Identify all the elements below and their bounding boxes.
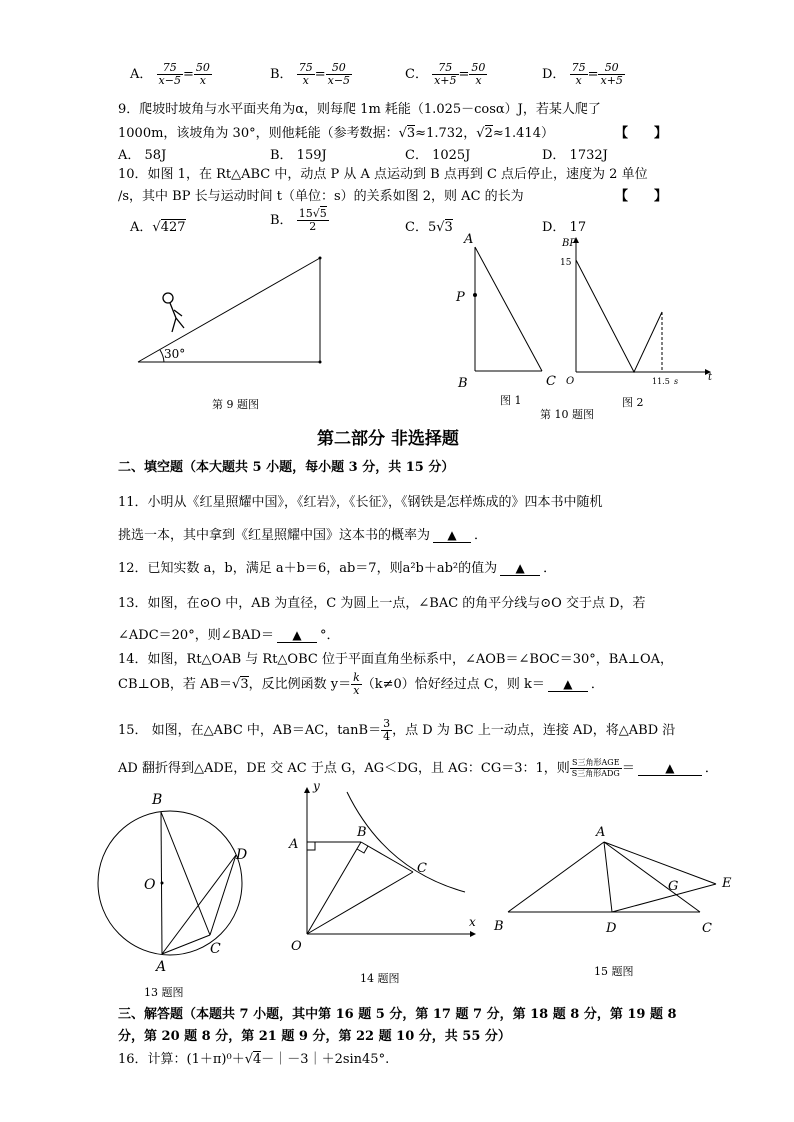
q9-answer-bracket: 【 】 bbox=[615, 126, 668, 141]
q16-line: 16．计算：(1＋π)⁰＋√4－｜－3｜＋2sin45°. bbox=[118, 1052, 390, 1067]
climber-figure bbox=[163, 293, 184, 332]
q9-option-d: D． 1732J bbox=[542, 148, 608, 163]
section2-heading: 二、填空题（本大题共 5 小题，每小题 3 分，共 15 分） bbox=[118, 460, 455, 475]
q9-line1: 9．爬坡时坡角与水平面夹角为α，则每爬 1m 耗能（1.025－cosα）J，若某人爬了 bbox=[118, 102, 601, 117]
q13-line1: 13．如图，在⊙O 中，AB 为直径，C 为圆上一点，∠BAC 的角平分线与⊙O 交于点 D，若 bbox=[118, 596, 646, 611]
q8-option-c: C． $\frac{75}{x+5}$ = $\frac{50}{x}$ bbox=[405, 61, 486, 87]
figure-10-triangle bbox=[450, 225, 560, 395]
figure-14-caption: 14 题图 bbox=[360, 972, 400, 985]
y-tick-15: 15 bbox=[560, 258, 572, 268]
q10-option-d: D． 17 bbox=[542, 220, 587, 235]
q10-option-b: B． $\frac{15√5}{2}$ bbox=[270, 207, 327, 233]
figure-10-fig1-caption: 图 1 bbox=[500, 394, 522, 407]
point-a-label: A bbox=[464, 232, 474, 247]
figure-9-caption: 第 9 题图 bbox=[212, 398, 259, 411]
q10-option-a: A．√427 bbox=[130, 220, 186, 235]
q14-line1: 14．如图，Rt△OAB 与 Rt△OBC 位于平面直角坐标系中，∠AOB＝∠BOC＝30°，BA⊥OA， bbox=[118, 652, 673, 667]
point-d-label: D bbox=[606, 921, 617, 936]
q12-answer-blank: ▲ bbox=[500, 561, 540, 576]
q9-option-b: B． 159J bbox=[270, 148, 327, 163]
point-b-label: B bbox=[494, 919, 504, 934]
figure-15-caption: 15 题图 bbox=[594, 965, 634, 978]
q8-option-a: A． $\frac{75}{x-5}$ = $\frac{50}{x}$ bbox=[130, 61, 210, 87]
point-c-label: C bbox=[210, 941, 221, 957]
section3-line1: 三、解答题（本题共 7 小题，其中第 16 题 5 分，第 17 题 7 分，第 18 题 8 分，第 19 题 8 bbox=[118, 1007, 677, 1022]
figure-10-caption: 第 10 题图 bbox=[540, 408, 594, 421]
point-b-label: B bbox=[357, 825, 367, 840]
q10-line1: 10．如图 1，在 Rt△ABC 中，动点 P 从 A 点运动到 B 点再到 C 点后停止，速度为 2 单位 bbox=[118, 167, 648, 182]
point-p-label: P bbox=[456, 290, 465, 305]
q13-answer-blank: ▲ bbox=[277, 628, 317, 643]
point-a-label: A bbox=[289, 837, 299, 852]
q9-line2: 1000m，该坡角为 30°，则他耗能（参考数据：√3≈1.732，√2≈1.414） bbox=[118, 126, 554, 141]
q9-option-a: A． 58J bbox=[118, 148, 167, 163]
x-axis-label: t bbox=[708, 372, 713, 383]
q8-option-d: D． $\frac{75}{x}$ = $\frac{50}{x+5}$ bbox=[542, 61, 623, 87]
q11-line2: 挑选一本，其中拿到《红星照耀中国》这本书的概率为 ▲ ． bbox=[118, 528, 488, 543]
part2-title: 第二部分 非选择题 bbox=[317, 429, 459, 449]
figure-10-fig2-caption: 图 2 bbox=[622, 396, 644, 409]
point-b-label: B bbox=[458, 376, 468, 391]
point-c-label: C bbox=[702, 921, 712, 936]
q15-answer-blank: ▲ bbox=[638, 761, 702, 776]
point-o-label: O bbox=[144, 877, 156, 893]
q10-option-c: C．5√3 bbox=[405, 220, 453, 235]
q13-line2: ∠ADC＝20°，则∠BAD＝ ▲ °． bbox=[118, 628, 340, 643]
point-a-label: A bbox=[156, 959, 167, 975]
point-c-label: C bbox=[546, 374, 556, 389]
point-e-label: E bbox=[722, 876, 732, 891]
q10-answer-bracket: 【 】 bbox=[615, 189, 668, 204]
point-b-label: B bbox=[152, 792, 163, 808]
figure-13-circle bbox=[90, 785, 250, 975]
q8-option-b: B． $\frac{75}{x}$ = $\frac{50}{x-5}$ bbox=[270, 61, 351, 87]
figure-14-coordinate bbox=[285, 778, 485, 953]
q9-option-c: C． 1025J bbox=[405, 148, 471, 163]
q11-line1: 11．小明从《红星照耀中国》，《红岩》，《长征》，《钢铁是怎样炼成的》四本书中随机 bbox=[118, 495, 603, 510]
point-d-label: D bbox=[236, 847, 248, 863]
origin-label: O bbox=[291, 939, 302, 953]
figure-15-triangle bbox=[490, 820, 740, 940]
point-g-label: G bbox=[668, 879, 679, 894]
q14-answer-blank: ▲ bbox=[548, 677, 588, 692]
point-a-label: A bbox=[596, 825, 606, 840]
point-c-label: C bbox=[417, 861, 427, 876]
q12-line: 12．已知实数 a，b，满足 a＋b＝6，ab＝7，则a²b＋ab²的值为 ▲ ． bbox=[118, 561, 557, 576]
y-axis-label: y bbox=[313, 779, 320, 793]
origin-label: O bbox=[566, 376, 575, 387]
slope-angle-label: 30° bbox=[164, 347, 186, 361]
q15-line1: 15． 如图，在△ABC 中，AB＝AC，tanB＝ $\frac{3}{4}$ ，点 D 为 BC 上一动点，连接 AD，将△ABD 沿 bbox=[118, 717, 676, 743]
figure-10-graph bbox=[558, 232, 718, 392]
q10-line2: /s，其中 BP 长与运动时间 t（单位：s）的关系如图 2，则 AC 的长为 bbox=[118, 189, 524, 204]
y-axis-label: BP bbox=[562, 238, 577, 249]
figure-9-slope bbox=[130, 250, 330, 370]
q14-line2: CB⊥OB，若 AB＝√3，反比例函数 y＝ $\frac{k}{x}$ （k≠0）恰好经过点 C，则 k＝ ▲ ． bbox=[118, 671, 604, 697]
x-unit: s bbox=[674, 377, 679, 386]
x-axis-label: x bbox=[469, 915, 476, 929]
x-tick-11-5: 11.5 bbox=[652, 377, 670, 386]
q11-answer-blank: ▲ bbox=[433, 528, 471, 543]
q15-line2: AD 翻折得到△ADE，DE 交 AC 于点 G，AG＜DG，且 AG：CG＝3：1，则 $\frac{\text{S三角形AGE}}{\text{S三角形ADG}}$ ＝ ▲ ． bbox=[118, 758, 718, 778]
section3-line2: 分，第 20 题 8 分，第 21 题 9 分，第 22 题 10 分，共 55 分） bbox=[118, 1029, 511, 1044]
figure-13-caption: 13 题图 bbox=[144, 986, 184, 999]
